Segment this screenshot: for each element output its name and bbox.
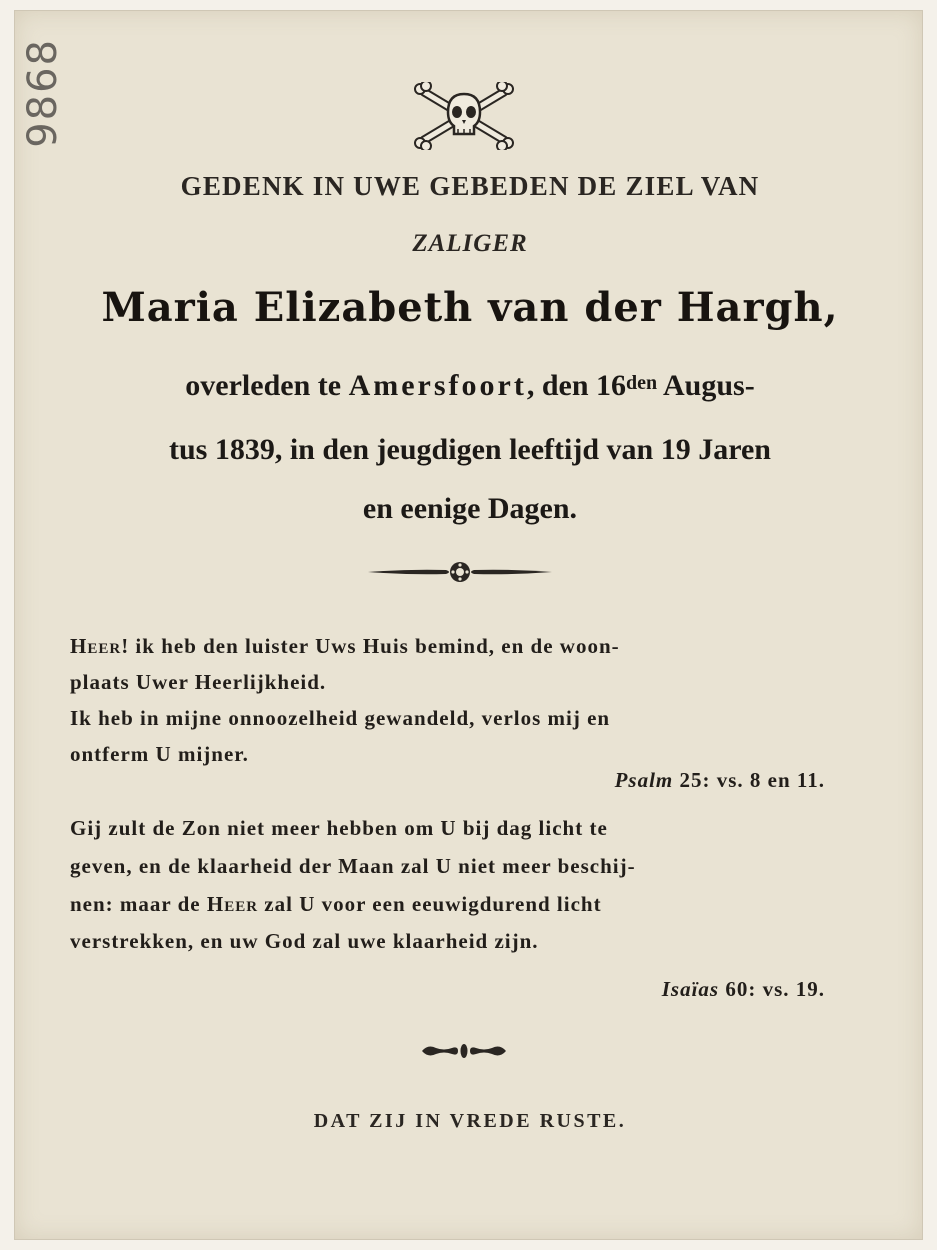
obituary-line-1: overleden te Amersfoort, den $16^{den}$ Augus-	[185, 369, 755, 402]
verse1-line-1: Heer! ik heb den luister Uws Huis bemind, en de woon-	[70, 634, 620, 658]
place-name: Amersfoort	[348, 369, 527, 402]
obituary-line-2: tus 1839, in den jeugdigen leeftijd van 19 Jaren	[169, 433, 771, 466]
verse2-line-4: verstrekken, en uw God zal uwe klaarheid zijn.	[70, 929, 539, 953]
heading-prayer: GEDENK IN UWE GEBEDEN DE ZIEL VAN	[180, 171, 760, 201]
closing-line: DAT ZIJ IN VREDE RUSTE.	[313, 1110, 627, 1132]
skull-and-crossbones-icon	[412, 82, 516, 150]
verse1-reference: Psalm 25: vs. 8 en 11.	[614, 768, 825, 792]
verse2-line-2: geven, en de klaarheid der Maan zal U niet meer beschij-	[70, 854, 636, 878]
verse1-line-4: ontferm U mijner.	[70, 742, 249, 766]
pencil-annotation: 9868	[20, 38, 66, 148]
verse2-line-3: nen: maar de Heer zal U voor een eeuwigdurend licht	[70, 892, 602, 916]
heading-zaliger: ZALIGER	[412, 230, 528, 257]
verse1-line-2: plaats Uwer Heerlijkheid.	[70, 670, 327, 694]
verse2-reference: Isaïas 60: vs. 19.	[661, 977, 825, 1001]
verse2-line-1: Gij zult de Zon niet meer hebben om U bij dag licht te	[70, 816, 608, 840]
ornamental-divider-icon	[368, 560, 552, 584]
small-ornament-icon	[418, 1040, 510, 1062]
obituary-line-3: en eenige Dagen.	[362, 492, 578, 525]
deceased-name: Maria Elizabeth van der Hargh,	[101, 284, 839, 331]
verse1-line-3: Ik heb in mijne onnoozelheid gewandeld, verlos mij en	[70, 706, 611, 730]
